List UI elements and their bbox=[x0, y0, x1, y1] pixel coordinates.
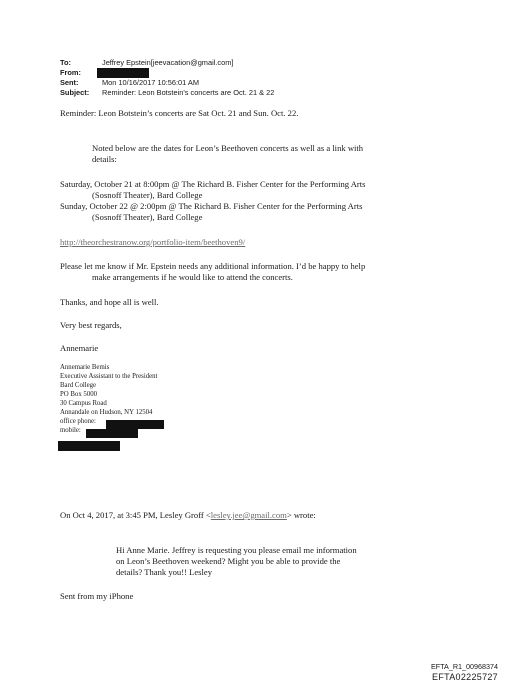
signature-title: Executive Assistant to the President bbox=[60, 373, 158, 380]
from-redaction bbox=[97, 68, 149, 78]
office-phone-redaction bbox=[106, 420, 164, 429]
closing-line: Very best regards, bbox=[60, 320, 122, 330]
signature-city: Annandale on Hudson, NY 12504 bbox=[60, 409, 153, 416]
footer-id-r1: EFTA_R1_00968374 bbox=[431, 662, 498, 671]
sent-from-line: Sent from my iPhone bbox=[60, 591, 134, 601]
quote-header: On Oct 4, 2017, at 3:45 PM, Lesley Groff <lesley.jee@gmail.com> wrote: bbox=[60, 510, 316, 520]
sent-label: Sent: bbox=[60, 78, 79, 87]
email-redaction bbox=[58, 441, 120, 451]
quote-line-3: details? Thank you!! Lesley bbox=[116, 567, 213, 577]
signature-name: Annemarie Bemis bbox=[60, 364, 110, 371]
signature-street: 30 Campus Road bbox=[60, 400, 107, 407]
sender-name: Annemarie bbox=[60, 343, 99, 353]
details-link[interactable]: http://theorchestranow.org/portfolio-item/beethoven9/ bbox=[60, 237, 246, 247]
footer-id-efta: EFTA02225727 bbox=[432, 672, 498, 682]
quote-line-2: on Leon’s Beethoven weekend? Might you be able to provide the bbox=[116, 556, 341, 566]
sent-value: Mon 10/16/2017 10:56:01 AM bbox=[102, 78, 199, 87]
signature-office-phone: office phone: bbox=[60, 418, 96, 425]
signature-po-box: PO Box 5000 bbox=[60, 391, 98, 398]
thanks-line: Thanks, and hope all is well. bbox=[60, 297, 159, 307]
concert-sunday-venue: (Sosnoff Theater), Bard College bbox=[92, 212, 203, 222]
mobile-redaction bbox=[86, 429, 138, 438]
to-value: Jeffrey Epstein[jeevacation@gmail.com] bbox=[102, 58, 234, 67]
subject-label: Subject: bbox=[60, 88, 90, 97]
intro-line-1: Noted below are the dates for Leon’s Beethoven concerts as well as a link with bbox=[92, 143, 364, 153]
signature-mobile: mobile: bbox=[60, 427, 81, 434]
followup-line-1: Please let me know if Mr. Epstein needs any additional information. I’d be happy to help bbox=[60, 261, 366, 271]
to-label: To: bbox=[60, 58, 71, 67]
subject-value: Reminder: Leon Botstein's concerts are Oct. 21 & 22 bbox=[102, 88, 275, 97]
quote-email-link[interactable]: lesley.jee@gmail.com bbox=[210, 510, 287, 520]
quote-line-1: Hi Anne Marie. Jeffrey is requesting you please email me information bbox=[116, 545, 357, 555]
concert-saturday-venue: (Sosnoff Theater), Bard College bbox=[92, 190, 203, 200]
followup-line-2: make arrangements if he would like to attend the concerts. bbox=[92, 272, 293, 282]
email-header bbox=[60, 58, 480, 100]
from-label: From: bbox=[60, 68, 81, 77]
concert-sunday: Sunday, October 22 @ 2:00pm @ The Richard B. Fisher Center for the Performing Arts bbox=[60, 201, 363, 211]
intro-line-2: details: bbox=[92, 154, 117, 164]
reminder-line: Reminder: Leon Botstein’s concerts are Sat Oct. 21 and Sun. Oct. 22. bbox=[60, 108, 299, 118]
signature-org: Bard College bbox=[60, 382, 97, 389]
concert-saturday: Saturday, October 21 at 8:00pm @ The Richard B. Fisher Center for the Performing Arts bbox=[60, 179, 366, 189]
